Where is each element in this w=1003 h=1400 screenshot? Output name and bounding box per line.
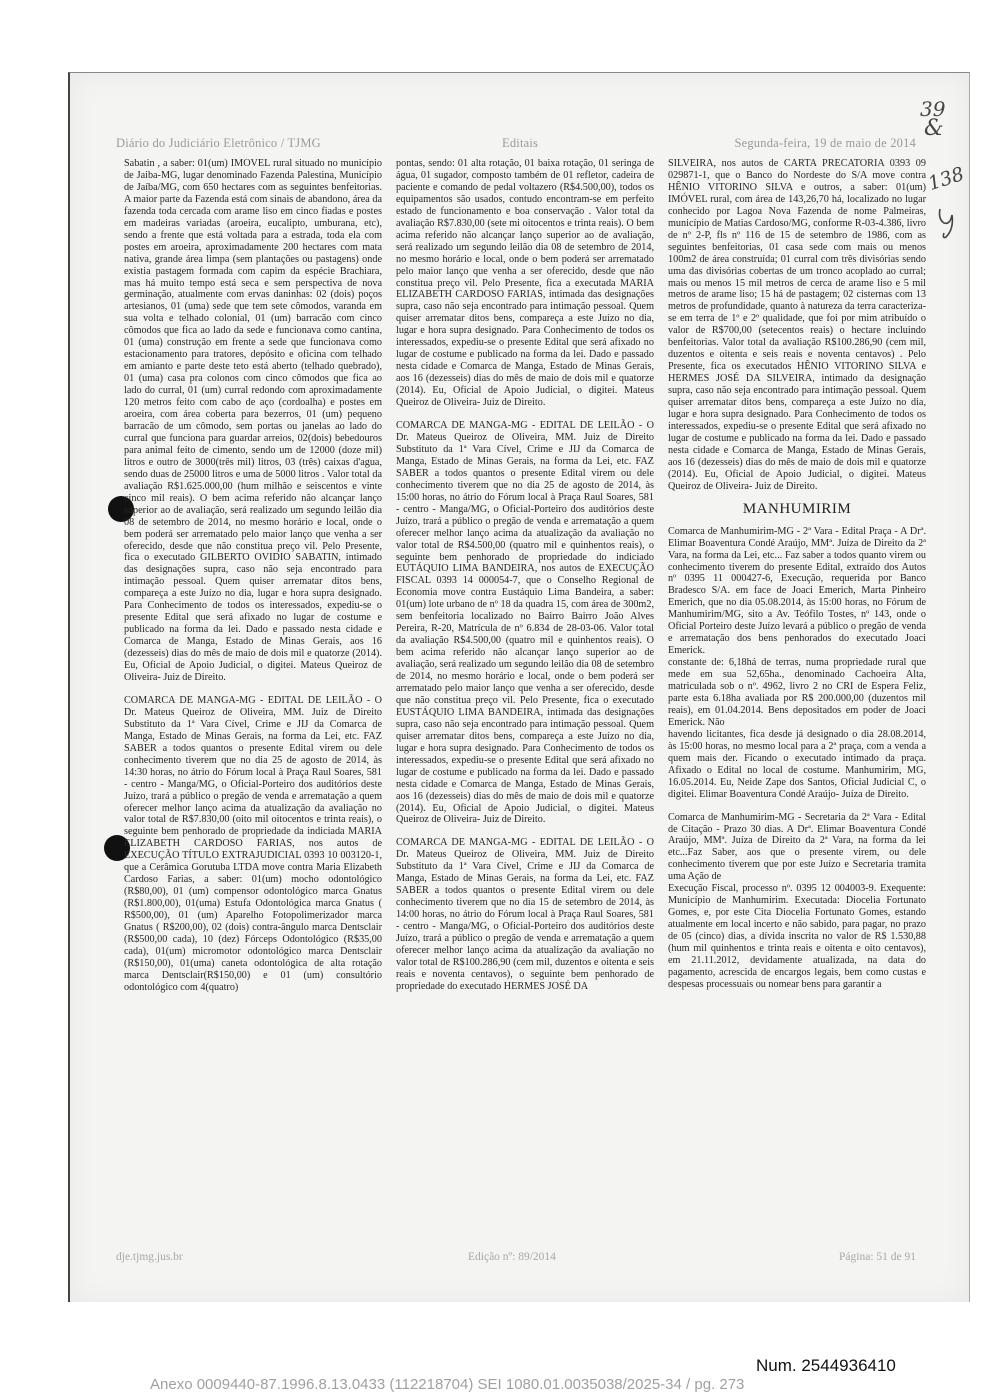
header-section: Editais — [502, 136, 539, 150]
edital-paragraph: constante de: 6,18há de terras, numa propriedade rural que mede em sua 52,65ha., denominado Cachoeira Alta, matriculada sob o nº. 4962, livro 2 no CRI de Espera Feliz, parte esta 6.18ha avaliada por R$ 200.000,00 (duzentos mil reais), em 01.04.2014. Bens depositados em poder de Joaci Emerick. Não — [668, 657, 926, 728]
header-journal-title: Diário do Judiciário Eletrônico / TJMG — [116, 136, 321, 150]
column-2 — [396, 158, 654, 1240]
footer-site: dje.tjmg.jus.br — [116, 1251, 183, 1263]
column-3 — [668, 158, 926, 1240]
handwritten-initials — [936, 205, 958, 246]
handwritten-mark: & — [924, 116, 944, 141]
edital-paragraph: SILVEIRA, nos autos de CARTA PRECATORIA 0393 09 029871-1, que o Banco do Nordeste do S/A move contra HÊNIO VITORINO SILVA e outros, a saber: 01(um) IMÓVEL rural, com área de 143,26,70 há, localizado no lugar conhecido por Lagoa Nova Fazenda de nome Palmeiras, município de Matias Cardoso/MG, conforme R-03-4.386, livro de nº 2-P, fls nº 116 de 15 de setembro de 1986, com as seguintes benfeitorias, 01 casa sede com mais ou menos 100m2 de área construída; 01 curral com três divisórias sendo uma das divisórias cobertas de um tronco acoplado ao curral; mais ou menos 15 mil metros de cerca de arame liso e 5 mil metros de arame liso; 15 há de pastagem; 02 cisternas com 13 metros de profundidade, quanto à natureza da terra caracteriza-se em terra de 1º e 2º qualidade, que foi por mim atribuído o valor de R$700,00 (setecentos reais) o hectare incluindo benfeitorias. Valor total da avaliação R$100.286,90 (cem mil, duzentos e oitenta e seis reais e noventa centavos) . Pelo Presente, fica os executados HÊNIO VITORINO SILVA e HERMES JOSÉ DA SILVEIRA, intimado da designação supra, caso não seja encontrado para intimação pessoal. Quem quiser arrematar ditos bens, compareça a este Juízo no dia, lugar e hora supra designado. Para Conhecimento de todos os interessados, expediu-se o presente Edital que será afixado no lugar de costume e publicado na forma da lei. Dado e passado nesta cidade e Comarca de Manga, Estado de Minas Gerais, aos 16 (dezesseis) dias do mês de maio de dois mil e quatorze (2014). Eu, Oficial de Apoio Judicial, o digitei. Mateus Queiroz de Oliveira- Juiz de Direito. — [668, 158, 926, 492]
footer-page: Página: 51 de 91 — [839, 1251, 916, 1263]
footer-edition: Edição nº: 89/2014 — [468, 1251, 556, 1263]
edital-paragraph: Sabatin , a saber: 01(um) IMÓVEL rural situado no município de Jaiba-MG, lugar denominado Fazenda Palestina, Município de Jaíba/MG, com 650 hectares com as seguintes benfeitorias. A maior parte da Fazenda está com sinais de abandono, área da fazenda toda cercada com arame liso em cinco fiadas e postes em madeiras variadas (aroeira, eucalipto, umburana, etc), sendo a frente que está voltada para a estrada, toda ela com postes em aroeira, aproximadamente 200 hectares com mata nativa, grande área limpa (sem plantações ou pastagens) onde existia pastagem formada com capim da espécie Brachiara, mas há muito tempo está seca e sem perspectiva de nova germinação, atualmente com ervas daninhas: 02 (dois) poços artesianos, 01 (uma) sede que tem sete cômodos, varanda em sua volta e telhado colonial, 01 (um) barracão com cinco cômodos que fica ao lado da sede e funcionava como cantina, 01 (uma) construção em frente a sede que funcionava como estacionamento para tratores, depósito e oficina com telhado em amianto e parte deste teto está aberto (telhado quebrado), 01 (uma) casa pra colonos com cinco cômodos que fica ao lado do curral, 01 (um) curral redondo com aproximadamente 120 metros feito com cabo de aço (cordoalha) e postes em aroeira, com área coberta para bezerros, 01 (um) pequeno barracão de um cômodo, sem portas ou janelas ao lado do curral que funciona para guardar arreios, 02(dois) bebedouros para animal feito de cimento, sendo um de 12000 (doze mil) litros e outro de 3000(três mil) litros, 03 (três) caixas d'agua, sendo duas de 25000 litros e uma de 5000 litros . Valor total da avaliação R$1.625.000,00 (hum milhão e seiscentos e vinte cinco mil reais). O bem acima referido não alcançar lanço superior ao de avaliação, será realizado um segundo leilão dia 08 de setembro de 2014, no mesmo horário e local, onde o bem poderá ser arrematado pelo maior lanço que venha a ser oferecido, desde que não constitua preço vil. Pelo Presente, fica o executado GILBERTO OVIDIO SABATIN, intimado das designações supra, caso não seja encontrado para intimação pessoal. Quem quiser arrematar ditos bens, compareça a este Juízo no dia, lugar e hora supra designado. Para Conhecimento de todos os interessados, expediu-se o presente Edital que será afixado no lugar de costume e publicado na forma da lei. Dado e passado nesta cidade e Comarca de Manga, Estado de Minas Gerais, aos 16 (dezesseis) dias do mês de maio de dois mil e quatorze (2014). Eu, Oficial de Apoio Judicial, o digitei. Mateus Queiroz de Oliveira- Juiz de Direito. — [124, 158, 382, 683]
edital-paragraph: havendo licitantes, fica desde já designado o dia 28.08.2014, às 15:00 horas, no mesmo local para a 2ª praça, com a venda a quem mais der. Ficando o executado intimado da praça. Afixado o Edital no local de costume. Manhumirim, MG, 16.05.2014. Eu, Neide Zape dos Santos, Oficial Judicial C, o digitei. Elimar Boaventura Condé Araújo- Juíza de Direito. — [668, 728, 926, 800]
handwritten-folio: 138 — [925, 162, 967, 196]
page-footer — [116, 1251, 916, 1267]
edital-paragraph: Execução Fiscal, processo nº. 0395 12 004003-9. Exequente: Município de Manhumirim. Executada: Diocelia Fortunato Gomes, e, por este Cita Diocelia Fortunato Gomes, estando atualmente em local incerto e não sabido, para pagar, no prazo de 05 (cinco) dias, a dívida inscrita no valor de R$ 1.530,88 (hum mil quinhentos e trinta reais e oitenta e oito centavos), em 21.11.2012, devidamente atualizada, na data do pagamento, acrescida de encargos legais, bem como custas e despesas processuais ou nomear bens para garantir a — [668, 883, 926, 990]
edital-paragraph: COMARCA DE MANGA-MG - EDITAL DE LEILÃO - O Dr. Mateus Queiroz de Oliveira, MM. Juiz de Direito Substituto da 1ª Vara Cível, Crime e JIJ da Comarca de Manga, Estado de Minas Gerais, na forma da Lei, etc. FAZ SABER a todos quantos o presente Edital virem ou dele conhecimento tiverem que no dia 15 de setembro de 2014, às 14:00 horas, no átrio do Fórum local à Praça Raul Soares, 581 - centro - Manga/MG, o Oficial-Porteiro dos auditórios deste Juízo, trará a público o pregão de venda e arrematação a quem oferecer melhor lanço acima da atualização da avaliação no valor total de R$100.286,90 (cem mil, duzentos e oitenta e seis reais e noventa centavos), o seguinte bem penhorado de propriedade do executado HERMES JOSÉ DA — [396, 837, 654, 992]
edital-paragraph: COMARCA DE MANGA-MG - EDITAL DE LEILÃO - O Dr. Mateus Queiroz de Oliveira, MM. Juiz de Direito Substituto da 1ª Vara Cível, Crime e JIJ da Comarca de Manga, Estado de Minas Gerais, na forma da Lei, etc. FAZ SABER a todos quantos o presente Edital virem ou dele conhecimento tiverem que no dia 25 de agosto de 2014, às 15:00 horas, no átrio do Fórum local à Praça Raul Soares, 581 - centro - Manga/MG, o Oficial-Porteiro dos auditórios deste Juízo, trará a público o pregão de venda e arrematação a quem oferecer melhor lanço acima da atualização da avaliação no valor total de R$4.500,00 (quatro mil e quinhentos reais), o seguinte bem penhorado de propriedade do indiciado EUTÁQUIO LIMA BANDEIRA, nos autos de EXECUÇÃO FISCAL 0393 14 000054-7, que o Conselho Regional de Economia move contra Eustáquio Lima Bandeira, a saber: 01(um) lote urbano de nº 18 da quadra 15, com área de 300m2, sem benfeitoria localizado no Bairro Bairro João Alves Pereira, R-20, Matrícula de nº 6.834 de 28-03-06. Valor total da avaliação R$4.500,00 (quatro mil e quinhentos reais). O bem acima referido não alcançar lanço superior ao de avaliação, será realizado um segundo leilão dia 08 de setembro de 2014, no mesmo horário e local, onde o bem poderá ser arrematado pelo maior lanço que venha a ser oferecido, desde que não constitua preço vil. Pelo Presente, fica o executado EUSTÁQUIO LIMA BANDEIRA, intimada das designações supra, caso não seja encontrado para intimação pessoal. Quem quiser arrematar ditos bens, compareça a este Juízo no dia, lugar e hora supra designado. Para Conhecimento de todos os interessados, expediu-se o presente Edital que será afixado no lugar de costume e publicado na forma da lei. Dado e passado nesta cidade e Comarca de Manga, Estado de Minas Gerais, aos 16 (dezesseis) dias do mês de maio de dois mil e quatorze (2014). Eu, Oficial de Apoio Judicial, o digitei. Mateus Queiroz de Oliveira- Juiz de Direito. — [396, 420, 654, 826]
edital-paragraph: Comarca de Manhumirim-MG - 2ª Vara - Edital Praça - A Drª. Elimar Boaventura Condé Araújo, MMª. Juíza de Direito da 2ª Vara, na forma da Lei, etc... Faz saber a todos quanto virem ou conhecimento tiverem do presente Edital, extraído dos Autos nº 0395 11 000427-6, Execução, requerida por Banco Bradesco S/A. em face de Joaci Emerich, Marta Pinheiro Emerich, que no dia 05.08.2014, às 15:00 horas, no Fórum de Manhumirim/MG, sito a Av. Teófilo Tostes, nº 143, onde o Oficial Porteiro deste Juízo levará a público o pregão de venda e arrematação dos bens penhorados do executado Joaci Emerick. — [668, 525, 926, 657]
section-title-manhumirim: MANHUMIRIM — [742, 500, 852, 517]
header-date: Segunda-feira, 19 de maio de 2014 — [734, 136, 916, 150]
handwritten-page-number: 39 & — [920, 97, 946, 141]
column-1 — [124, 158, 382, 1240]
edital-paragraph: Comarca de Manhumirim-MG - Secretaria da 2ª Vara - Edital de Citação - Prazo 30 dias. A Drª. Elimar Boaventura Condé Araújo, MMª. Juíza de Direito da 2ª Vara, na forma da lei etc...Faz Saber, aos que o presente virem, ou dele conhecimento tiverem que por este Juízo e Secretaria tramita uma Ação de — [668, 811, 926, 883]
annex-reference: Anexo 0009440-87.1996.8.13.0433 (112218704) SEI 1080.01.0035038/2025-34 / pg. 273 — [150, 1376, 745, 1393]
edital-paragraph: pontas, sendo: 01 alta rotação, 01 baixa rotação, 01 seringa de água, 01 sugador, composto também de 01 refletor, cadeira de paciente e comando de pedal voltazero (R$4.500,00), todos os equipamentos são usados, contudo encontram-se em perfeito estado de funcionamento e boa conservação . Valor total da avaliação R$7.830,00 (sete mi oitocentos e trinta reais). O bem acima referido não alcançar lanço superior ao de avaliação, será realizado um segundo leilão dia 08 de setembro de 2014, no mesmo horário e local, onde o bem poderá ser arrematado pelo maior lanço que venha a ser oferecido, desde que não constitua preço vil. Pelo Presente, fica a executada MARIA ELIZABETH CARDOSO FARIAS, intimada das designações supra, caso não seja encontrado para intimação pessoal. Quem quiser arrematar ditos bens, compareça a este Juízo no dia, lugar e hora supra designado. Para Conhecimento de todos os interessados, expediu-se o presente Edital que será afixado no lugar de costume e publicado na forma da lei. Dado e passado nesta cidade e Comarca de Manga, Estado de Minas Gerais, aos 16 (dezesseis) dias do mês de maio de dois mil e quatorze (2014). Eu, Oficial de Apoio Judicial, o digitei. Mateus Queiroz de Oliveira- Juiz de Direito. — [396, 158, 654, 409]
page-header — [116, 136, 916, 154]
document-number: Num. 2544936410 — [756, 1356, 896, 1375]
edital-paragraph: COMARCA DE MANGA-MG - EDITAL DE LEILÃO - O Dr. Mateus Queiroz de Oliveira, MM. Juiz de Direito Substituto da 1ª Vara Cível, Crime e JIJ da Comarca de Manga, Estado de Minas Gerais, na forma da Lei, etc. FAZ SABER a todos quantos o presente Edital virem ou dele conhecimento tiverem que no dia 25 de agosto de 2014, às 14:30 horas, no átrio do Fórum local à Praça Raul Soares, 581 - centro - Manga/MG, o Oficial-Porteiro dos auditórios deste Juízo, trará a público o pregão de venda e arrematação a quem oferecer melhor lanço acima da atualização da avaliação no valor total de R$7.830,00 (oito mil oitocentos e trinta reais), o seguinte bem penhorado de propriedade da indiciada MARIA ELIZABETH CARDOSO FARIAS, nos autos de EXECUÇÃO TÍTULO EXTRAJUDICIAL 0393 10 003120-1, que a Cerâmica Gorutuba LTDA move contra Maria Elizabeth Cardoso Farias, a saber: 01(um) mocho odontológico (R$80,00), 01 (um) compensor odontológico marca Gnatus (R$1.800,00), 01(uma) Estufa Odontológica marca Gnatus ( R$500,00), 01 (um) Aparelho Fotopolimerizador marca Gnatus ( R$200,00), 02 (dois) contra-ângulo marca Dentsclair (R$500,00 cada), 10 (dez) Fórceps Odontológico (R$35,00 cada), 01(um) micromotor odontológico marca Dentsclair (R$150,00), 01(uma) caneta odontológica de alta rotação marca Dentsclair(R$150,00) e 01 (um) consultório odontológico com 4(quatro) — [124, 694, 382, 993]
